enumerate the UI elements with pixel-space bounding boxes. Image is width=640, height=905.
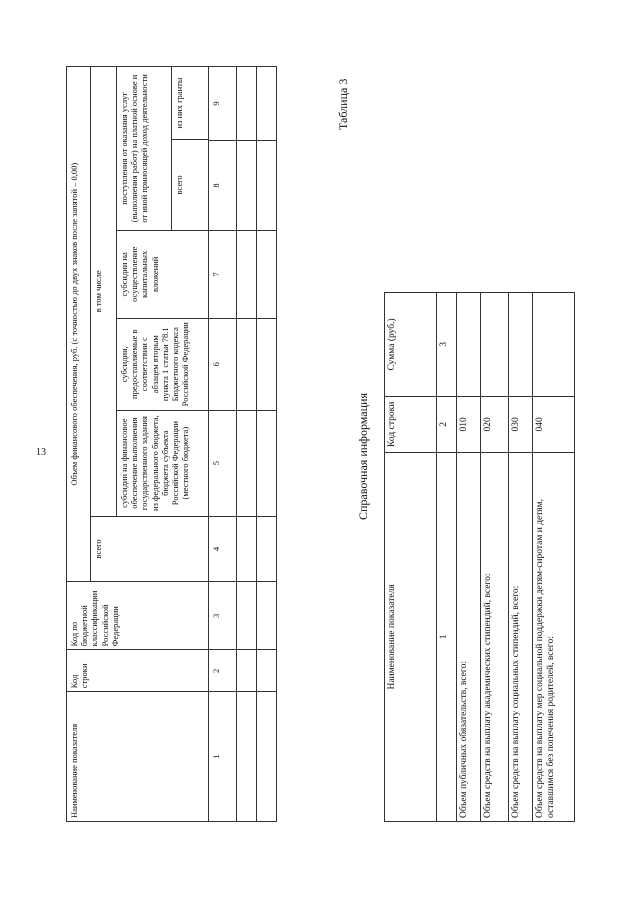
empty-cell bbox=[257, 410, 277, 516]
header-paid: поступления от оказания услуг (выполнения работ) на платной основе и от иной приносящей доход деятельности bbox=[117, 67, 172, 230]
empty-cell bbox=[257, 692, 277, 822]
num-4: 4 bbox=[209, 516, 237, 582]
header-paid-total: всего bbox=[172, 139, 208, 230]
empty-cell bbox=[237, 650, 257, 692]
empty-cell bbox=[257, 650, 277, 692]
empty-cell bbox=[237, 140, 257, 230]
header-subs-cap: субсидии на осуществление капитальных вложений bbox=[117, 230, 209, 318]
header-name: Наименование показателя bbox=[385, 452, 437, 821]
row-code: 040 bbox=[533, 396, 575, 452]
table-row bbox=[533, 293, 575, 822]
row-name: Объем средств на выплату социальных стипендий, всего: bbox=[509, 452, 533, 821]
reference-table-wrapper bbox=[384, 292, 575, 822]
num-9: 9 bbox=[209, 67, 237, 141]
empty-cell bbox=[257, 516, 277, 582]
row-name: Объем средств на выплату мер социальной поддержки детям-сиротам и детям, оставшимся без попечения родителей, всего: bbox=[533, 452, 575, 821]
financing-table bbox=[66, 66, 277, 822]
reference-table bbox=[384, 292, 575, 822]
table-row bbox=[481, 293, 509, 822]
row-sum bbox=[533, 293, 575, 397]
header-incl: в том числе bbox=[91, 67, 117, 517]
empty-cell bbox=[257, 230, 277, 318]
num-2: 2 bbox=[437, 396, 457, 452]
header-paid-group bbox=[117, 67, 209, 231]
row-sum bbox=[509, 293, 533, 397]
header-total: всего bbox=[91, 516, 209, 582]
reference-title: Справочная информация bbox=[356, 393, 370, 520]
empty-cell bbox=[237, 692, 257, 822]
num-6: 6 bbox=[209, 318, 237, 410]
header-sum: Сумма (руб.) bbox=[385, 293, 437, 397]
empty-cell bbox=[237, 318, 257, 410]
header-code: Код строки bbox=[67, 650, 209, 692]
row-sum bbox=[457, 293, 481, 397]
num-1: 1 bbox=[209, 692, 237, 822]
table-row bbox=[457, 293, 481, 822]
header-subs-78: субсидии, предоставляемые в соответствии с абзацем вторым пункта 1 статьи 78.1 Бюджетного кодекса Российской Федерации bbox=[117, 318, 209, 410]
table-row bbox=[509, 293, 533, 822]
num-7: 7 bbox=[209, 230, 237, 318]
empty-cell bbox=[237, 67, 257, 141]
row-code: 030 bbox=[509, 396, 533, 452]
table-label: Таблица 3 bbox=[336, 78, 350, 130]
header-caption: Объем финансового обеспечения, руб. (с точностью до двух знаков после запятой – 0,00) bbox=[67, 67, 91, 582]
empty-cell bbox=[237, 410, 257, 516]
row-code: 020 bbox=[481, 396, 509, 452]
header-bk: Код по бюджетной классификации Российской Федерации bbox=[67, 582, 209, 650]
empty-cell bbox=[237, 230, 257, 318]
num-1: 1 bbox=[437, 452, 457, 821]
num-5: 5 bbox=[209, 410, 237, 516]
row-code: 010 bbox=[457, 396, 481, 452]
financing-table-wrapper bbox=[66, 66, 277, 822]
row-sum bbox=[481, 293, 509, 397]
row-name: Объем средств на выплату академических стипендий, всего: bbox=[481, 452, 509, 821]
num-3: 3 bbox=[209, 582, 237, 650]
empty-cell bbox=[237, 582, 257, 650]
empty-cell bbox=[237, 516, 257, 582]
header-subs-task: субсидии на финансовое обеспечение выполнения государственного задания из федерального бюджета, бюджета субъекта Российской Федерации (местного бюджета) bbox=[117, 410, 209, 516]
page-number: 13 bbox=[36, 447, 46, 458]
empty-cell bbox=[257, 67, 277, 141]
num-8: 8 bbox=[209, 140, 237, 230]
empty-cell bbox=[257, 318, 277, 410]
empty-cell bbox=[257, 140, 277, 230]
num-3: 3 bbox=[437, 293, 457, 397]
num-2: 2 bbox=[209, 650, 237, 692]
header-code: Код строки bbox=[385, 396, 437, 452]
row-name: Объем публичных обязательств, всего: bbox=[457, 452, 481, 821]
header-grants: из них гранты bbox=[174, 77, 184, 129]
header-name: Наименование показателя bbox=[67, 692, 209, 822]
empty-cell bbox=[257, 582, 277, 650]
